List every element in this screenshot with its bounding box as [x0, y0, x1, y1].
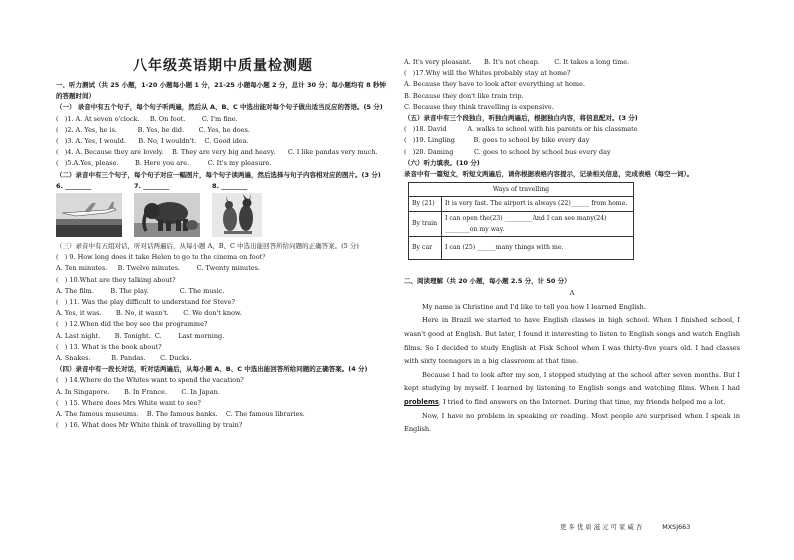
underlined-word: problems — [404, 398, 439, 406]
question-17-option-b: B. Because they don't like train trip. — [404, 91, 524, 100]
table-row-head: By car — [409, 237, 442, 260]
question-3: ( )3. A. Yes, I would. B. No, I wouldn't. C. Good idea. — [56, 137, 249, 146]
question-12: ( ) 12.When did the boy see the programme? — [56, 320, 208, 329]
question-14-options: A. In Singapore. B. In France. C. In Japan. — [56, 387, 220, 396]
part1-header: （一） 录音中有五个句子，每个句子听两遍，然后从 A、B、C 中选出能对每个句子做出适当反应的答语。(5 分) — [56, 103, 383, 112]
table-row — [409, 211, 634, 236]
passage-label: A — [569, 289, 575, 298]
question-13-options: A. Snakes. B. Pandas. C. Ducks. — [56, 354, 192, 363]
question-9-options: A. Ten minutes. B. Twelve minutes. C. Twenty minutes. — [56, 264, 261, 273]
table-row — [409, 237, 634, 260]
passage-paragraph-1: My name is Christine and I'd like to tell you how I learned English. — [422, 302, 647, 311]
table-row-text: I can (25) ______many things with me. — [442, 237, 634, 260]
question-12-options: A. Last night. B. Tonight. C. Last morning. — [56, 331, 225, 340]
table-row-text: It is very fast. The airport is always (22)______ from home. — [442, 197, 634, 211]
kangaroo-picture — [212, 193, 262, 237]
question-15-options: A. The famous museums. B. The famous banks. C. The famous libraries. — [56, 410, 305, 419]
part2-header: （二）录音中有三个句子，每个句子对应一幅图片，每个句子读两遍，然后选择与句子内容相对应的图片。(3 分) — [56, 170, 381, 179]
table-row-head: By train — [409, 211, 442, 236]
spacer — [404, 264, 740, 276]
reading-passage-a — [404, 287, 740, 437]
question-10-options: A. The film. B. The play. C. The music. — [56, 286, 225, 295]
question-9: ( ) 9. How long does it take Helen to go to the cinema on foot？ — [56, 253, 269, 262]
part3-header: （三）录音中有五组对话，听对话两遍后，从每小题 A、B、C 中选出能回答所给问题的正确答案。(5 分) — [56, 242, 359, 251]
question-19: ( )19. Lingling B. goes to school by bike every day — [404, 136, 590, 145]
picture-label-6: 6. ________ — [56, 181, 92, 190]
question-5: ( )5.A.Yes, please. B. Here you are. C. It's my pleasure. — [56, 159, 272, 168]
part5-header: （五）录音中有三个段独白，听独白两遍后，根据独白内容，将信息配对。(3 分) — [404, 114, 638, 123]
picture-label-7: 7. ________ — [134, 181, 170, 190]
right-column — [404, 57, 740, 437]
page-title: 八年级英语期中质量检测题 — [133, 58, 313, 74]
passage-paragraph-4: Now, I have no problem in speaking or reading. Most people are surprised when I speak in English. — [404, 411, 740, 434]
passage-paragraph-3-start: Because I had to look after my son, I stopped studying at the school after seven months. But I kept studying by myself. I learned by listening to English songs and watching films. When I had — [404, 370, 740, 393]
footer-code: MXSJ663 — [662, 523, 691, 531]
question-17-option-c: C. Because they think travelling is expensive. — [404, 102, 554, 111]
passage-paragraph-3-end: , I tried to find answers on the Internet. During that time, my friends helped me a lot. — [438, 398, 726, 406]
question-1: ( )1. A. At seven o'clock. B. On foot. C. I'm fine. — [56, 114, 238, 123]
question-13: ( ) 13. What is the book about? — [56, 342, 162, 351]
footer-watermark — [560, 522, 690, 531]
table-row — [409, 197, 634, 211]
question-4: ( )4. A. Because they are lovely. B. They are very big and heavy. C. I like pandas very much. — [56, 148, 378, 157]
question-18: ( )18. David A. walks to school with his parents or his classmate — [404, 125, 638, 134]
question-20: ( )20. Daming C. goes to school by school bus every day — [404, 147, 611, 156]
ways-table — [408, 182, 634, 260]
picture-labels — [56, 181, 390, 192]
section2-header: 二、阅读理解（共 20 小题，每小题 2.5 分，计 50 分） — [404, 277, 571, 286]
question-2: ( )2. A. Yes, he is. B. Yes, he did. C. Yes, he does. — [56, 125, 250, 134]
part6-header: （六）听力填表。(10 分) — [404, 158, 480, 167]
question-16-options: A. It's very pleasant. B. It's not cheap. C. It takes a long time. — [404, 58, 630, 66]
elephant-picture — [134, 193, 200, 237]
picture-row — [56, 193, 390, 239]
part6-instructions: 录音中有一篇短文，听短文两遍后，请你根据表格内容提示，记录相关信息，完成表格（每空一词）。 — [404, 170, 694, 179]
picture-label-8: 8. ________ — [212, 181, 248, 190]
section1-header: 一、听力测试（共 25 小题，1-20 小题每小题 1 分，21-25 小题每小题 2 分，总计 30 分；每小题均有 8 秒钟的答题时间） — [56, 81, 386, 101]
table-row-text: I can open the(23) _________And I can see many(24) ________on my way. — [442, 211, 634, 236]
question-15: ( ) 15. Where does Mrs White want to see? — [56, 398, 201, 407]
question-10: ( ) 10.What are they talking about? — [56, 275, 176, 284]
question-17-option-a: A. Because they have to look after everything at home. — [404, 80, 586, 89]
footer-brand: 更 多 优 质 滋 元 可 家 威 杏 — [560, 523, 643, 531]
question-11: ( ) 11. Was the play difficult to understand for Steve? — [56, 298, 235, 307]
table-caption: Ways of travelling — [409, 183, 634, 197]
passage-paragraph-2: Here in Brazil we started to have English classes in high school. When I finished school, I wasn't good at English. But later, I found it interesting to listen to English songs and watch English films. So I decided to study English at Fisk School when I was thirty-five years old. I had classes with sixty teenagers in a big classroom at that time. — [404, 316, 740, 366]
part4-header: （四）录音中有一段长对话，听对话两遍后，从每小题 A、B、C 中选出能回答所给问题的正确答案。(4 分) — [56, 365, 368, 374]
question-17: ( )17.Why will the Whites probably stay at home? — [404, 69, 571, 78]
left-column — [56, 80, 390, 431]
question-14: ( ) 14.Where do the Whites want to spend the vacation? — [56, 376, 244, 385]
airplane-picture — [56, 193, 122, 237]
question-16: ( ) 16. What does Mr White think of travelling by train? — [56, 421, 243, 430]
table-row-head: By (21) — [409, 197, 442, 211]
passage-paragraph-3 — [404, 369, 740, 410]
question-11-options: A. Yes, it was. B. No, it wasn't. C. We don't know. — [56, 309, 242, 318]
